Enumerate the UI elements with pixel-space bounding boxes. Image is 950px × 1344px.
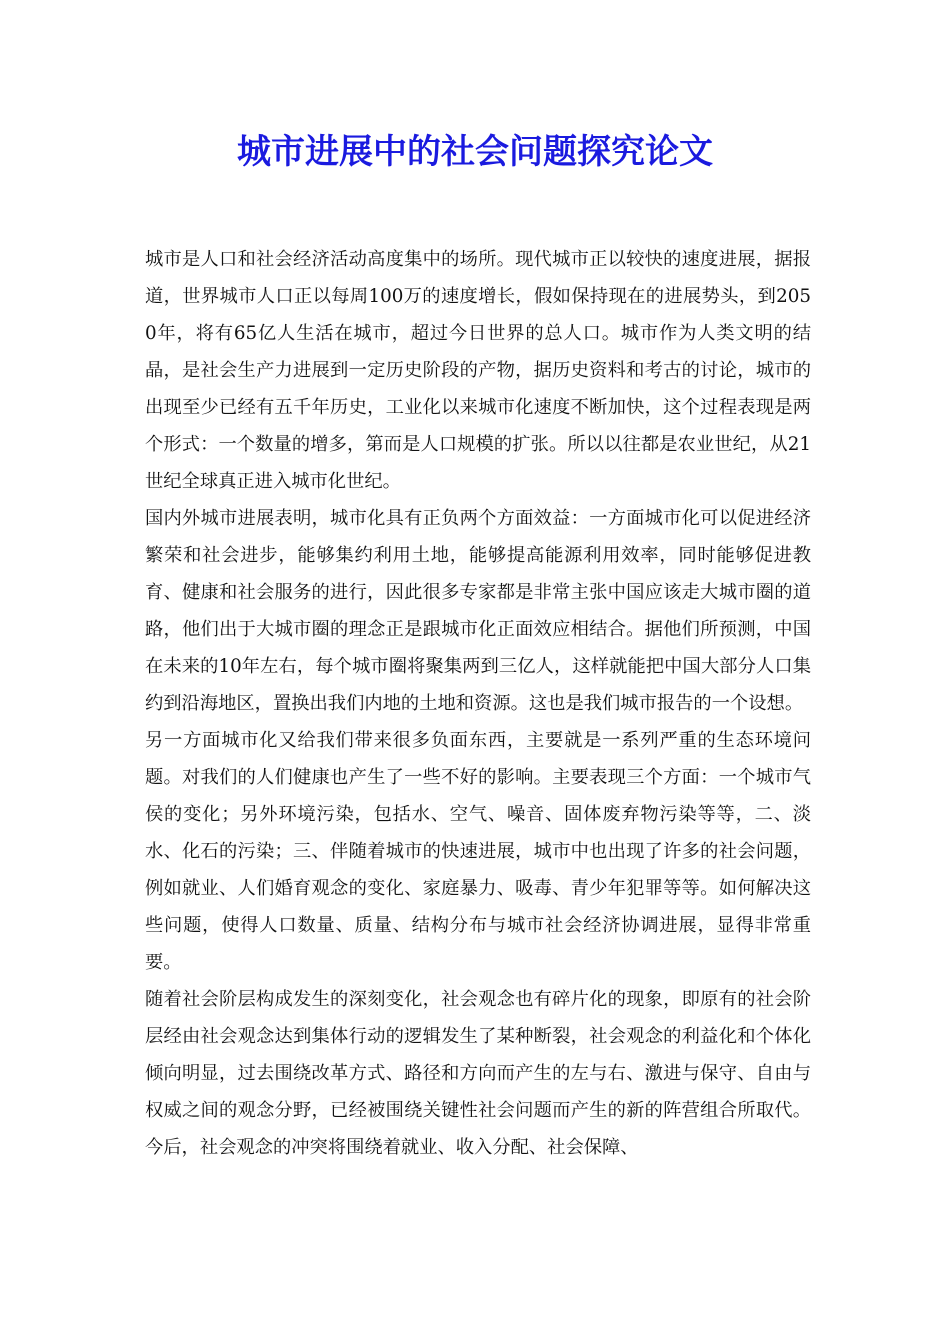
paragraph-4: 随着社会阶层构成发生的深刻变化，社会观念也有碎片化的现象，即原有的社会阶层经由社会观念达到集体行动的逻辑发生了某种断裂，社会观念的利益化和个体化倾向明显，过去围绕改革方式、路径和方向而产生的左与右、激进与保守、自由与权威之间的观念分野，已经被围绕关键性社会问题而产生的新的阵营组合所取代。今后，社会观念的冲突将围绕着就业、收入分配、社会保障、 (145, 989, 811, 1158)
paragraph-2: 国内外城市进展表明，城市化具有正负两个方面效益：一方面城市化可以促进经济繁荣和社会进步，能够集约利用土地，能够提高能源利用效率，同时能够促进教育、健康和社会服务的进行，因此很多专家都是非常主张中国应该走大城市圈的道路，他们出于大城市圈的理念正是跟城市化正面效应相结合。据他们所预测，中国在未来的10年左右，每个城市圈将聚集两到三亿人，这样就能把中国大部分人口集约到沿海地区，置换出我们内地的土地和资源。这也是我们城市报告的一个设想。 (145, 508, 811, 714)
paragraph-3: 另一方面城市化又给我们带来很多负面东西，主要就是一系列严重的生态环境问题。对我们的人们健康也产生了一些不好的影响。主要表现三个方面：一个城市气侯的变化；另外环境污染，包括水、空气、噪音、固体废弃物污染等等，二、淡水、化石的污染；三、伴随着城市的快速进展，城市中也出现了许多的社会问题，例如就业、人们婚育观念的变化、家庭暴力、吸毒、青少年犯罪等等。如何解决这些问题，使得人口数量、质量、结构分布与城市社会经济协调进展，显得非常重要。 (145, 730, 811, 973)
document-title: 城市进展中的社会问题探究论文 (237, 132, 713, 172)
document-body (145, 241, 811, 1166)
paragraph-1: 城市是人口和社会经济活动高度集中的场所。现代城市正以较快的速度进展，据报道，世界城市人口正以每周100万的速度增长，假如保持现在的进展势头，到2050年，将有65亿人生活在城市，超过今日世界的总人口。城市作为人类文明的结晶，是社会生产力进展到一定历史阶段的产物，据历史资料和考古的讨论，城市的出现至少已经有五千年历史，工业化以来城市化速度不断加快，这个过程表现是两个形式：一个数量的增多，第而是人口规模的扩张。所以以往都是农业世纪，从21世纪全球真正进入城市化世纪。 (145, 249, 811, 492)
